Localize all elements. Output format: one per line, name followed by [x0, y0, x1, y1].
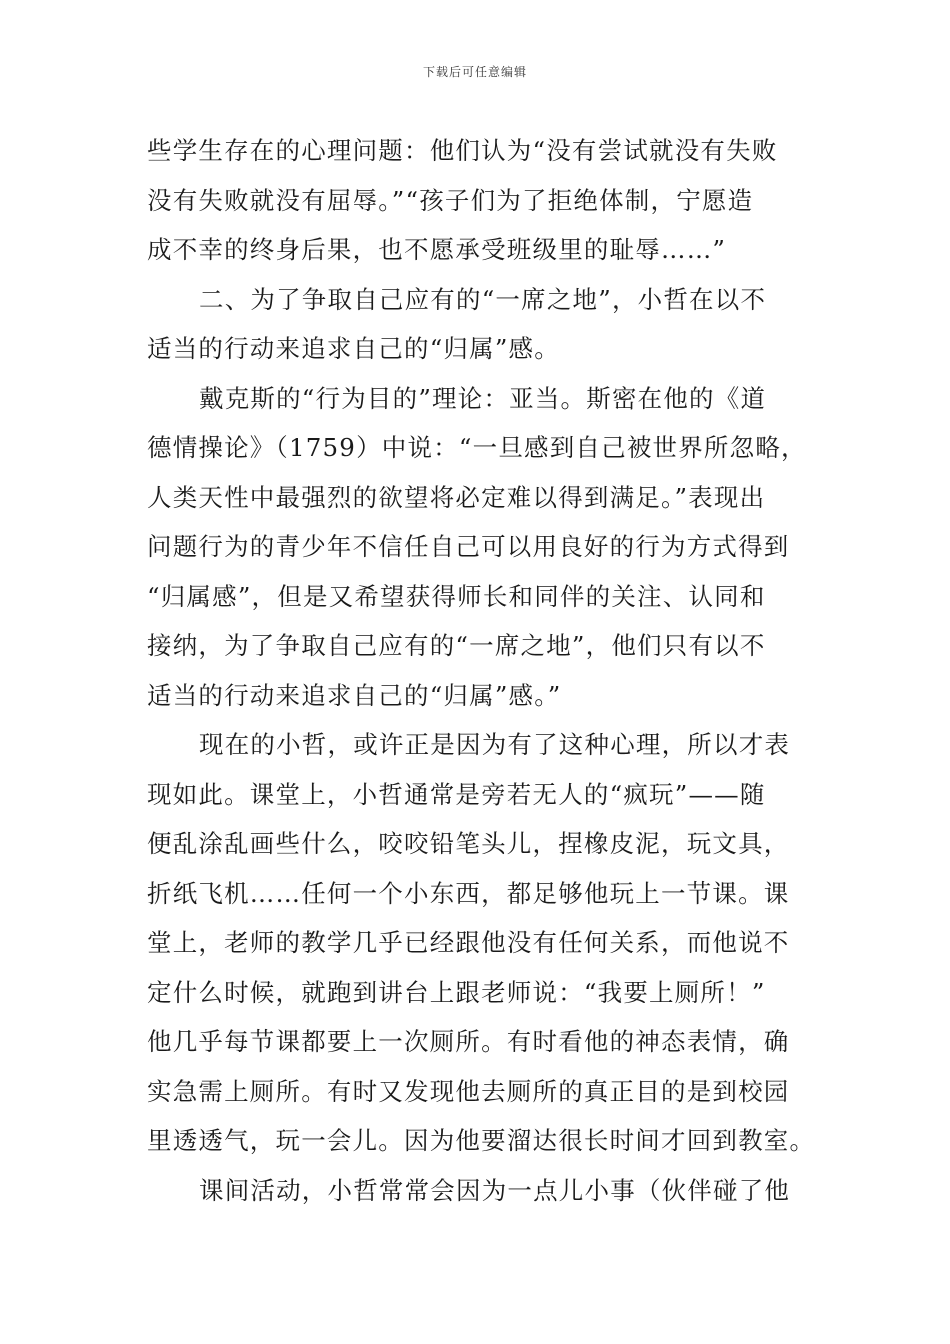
- text-line: 实急需上厕所。有时又发现他去厕所的真正目的是到校园: [147, 1076, 790, 1106]
- text-line: 便乱涂乱画些什么，咬咬铅笔头儿，捏橡皮泥，玩文具，: [147, 829, 790, 858]
- text-line: 成不幸的终身后果，也不愿承受班级里的耻辱……”: [147, 235, 727, 264]
- paragraph-first-line: 现在的小哲，或许正是因为有了这种心理，所以才表: [199, 730, 791, 759]
- text-line: 现如此。课堂上，小哲通常是旁若无人的“疯玩”——随: [147, 779, 766, 809]
- paragraph-first-line: 戴克斯的“行为目的”理论：亚当。斯密在他的《道: [199, 383, 767, 413]
- paragraph-first-line: 课间活动，小哲常常会因为一点儿小事（伙伴碰了他: [199, 1175, 791, 1205]
- text-line: 问题行为的青少年不信任自己可以用良好的行为方式得到: [147, 532, 790, 561]
- text-line: 适当的行动来追求自己的“归属”感。”: [147, 680, 562, 710]
- text-line: 折纸飞机……任何一个小东西，都足够他玩上一节课。课: [147, 878, 790, 908]
- text-line: 他几乎每节课都要上一次厕所。有时看他的神态表情，确: [147, 1027, 790, 1056]
- text-line: 接纳，为了争取自己应有的“一席之地”，他们只有以不: [147, 631, 766, 660]
- text-line: 些学生存在的心理问题：他们认为“没有尝试就没有失败: [147, 136, 778, 165]
- text-line: “归属感”，但是又希望获得师长和同伴的关注、认同和: [147, 581, 766, 611]
- paragraph-first-line: 二、为了争取自己应有的“一席之地”，小哲在以不: [199, 284, 767, 314]
- text-line: 里透透气，玩一会儿。因为他要溜达很长时间才回到教室。: [147, 1126, 816, 1155]
- text-line: 没有失败就没有屈辱。”“孩子们为了拒绝体制，宁愿造: [147, 185, 754, 215]
- text-line: 堂上，老师的教学几乎已经跟他没有任何关系，而他说不: [147, 928, 790, 957]
- text-line: 人类天性中最强烈的欲望将必定难以得到满足。”表现出: [147, 482, 766, 512]
- page-header: 下载后可任意编辑: [422, 65, 527, 79]
- text-line: 定什么时候，就跑到讲台上跟老师说：“我要上厕所！”: [147, 977, 766, 1007]
- text-line: 适当的行动来追求自己的“归属”感。: [147, 334, 560, 363]
- text-line: 德情操论》（1759）中说：“一旦感到自己被世界所忽略，: [147, 433, 807, 462]
- document-body: [147, 126, 827, 1215]
